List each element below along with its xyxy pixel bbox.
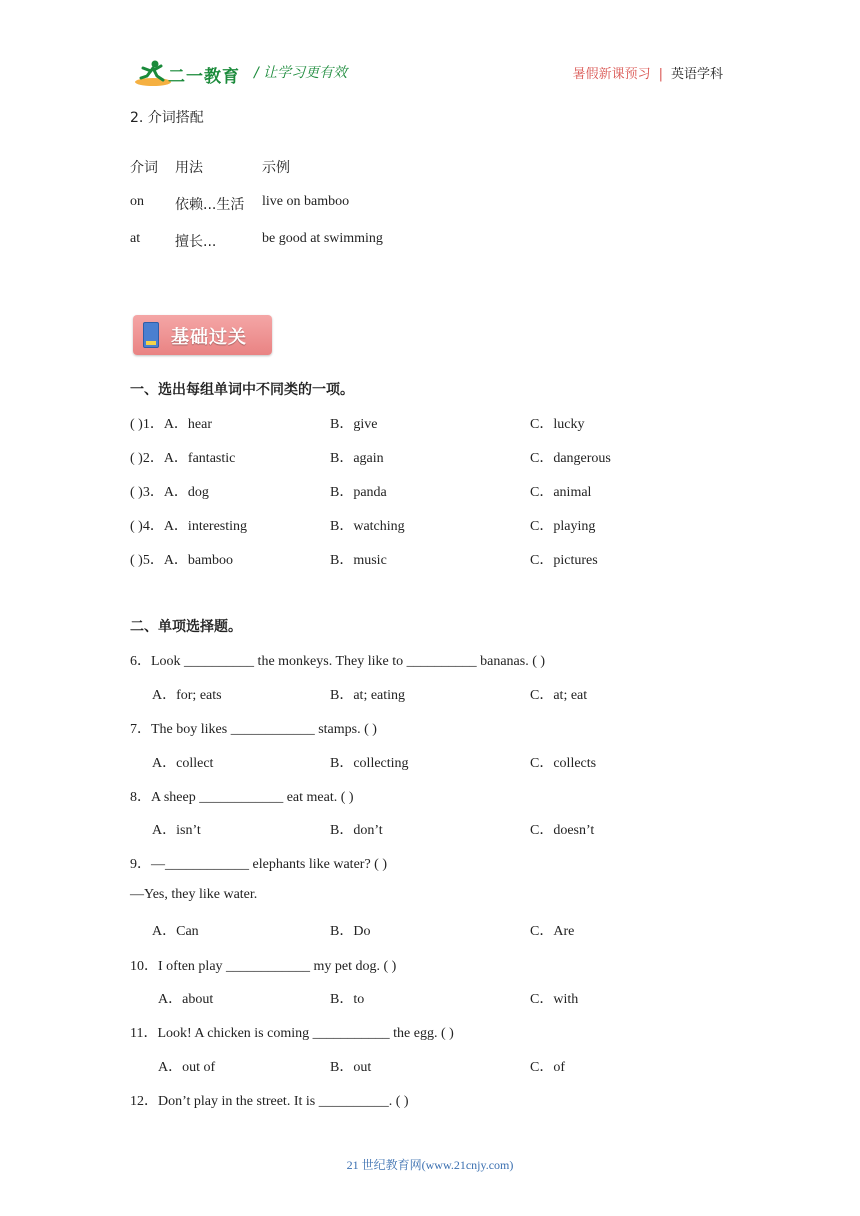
question-stem: 8．A sheep ____________ eat meat. ( ) (130, 790, 354, 805)
banner-label: 基础过关 (171, 327, 247, 348)
part1-heading: 一、选出每组单词中不同类的一项。 (130, 382, 354, 398)
table-cell: 依赖...生活 (175, 197, 245, 213)
option-c: C．Are (530, 924, 575, 939)
option-a: A．Can (152, 924, 199, 939)
section-banner (133, 315, 272, 355)
page-header (0, 0, 860, 100)
column-header-example: 示例 (262, 160, 290, 176)
option-c: C．of (530, 1060, 565, 1075)
option-c: C．pictures (530, 553, 598, 568)
option-a: A．out of (158, 1060, 216, 1075)
question-number: ( )4．A．interesting (130, 519, 248, 534)
table-cell: 擅长... (175, 234, 217, 250)
option-c: C．at; eat (530, 688, 588, 703)
question-number: ( )2．A．fantastic (130, 451, 236, 466)
table-cell: on (130, 194, 144, 209)
part2-heading: 二、单项选择题。 (130, 619, 242, 635)
option-c: C．with (530, 992, 579, 1007)
option-c: C．animal (530, 485, 592, 500)
option-a: A．collect (152, 756, 214, 771)
table-cell: live on bamboo (262, 194, 350, 209)
column-header-usage: 用法 (175, 160, 203, 176)
option-b: B．to (330, 992, 365, 1007)
question-stem: 11．Look! A chicken is coming ___________ the egg. ( ) (130, 1026, 454, 1041)
course-label: 暑假新课预习 (572, 67, 651, 82)
option-b: B．again (330, 451, 384, 466)
table-cell: at (130, 231, 141, 246)
option-b: B．watching (330, 519, 405, 534)
question-reply: —Yes, they like water. (130, 887, 258, 902)
header-course-info (573, 63, 723, 82)
option-b: B．at; eating (330, 688, 406, 703)
option-b: B．collecting (330, 756, 409, 771)
question-stem: 10．I often play ____________ my pet dog. ( ) (130, 959, 397, 974)
option-c: C．collects (530, 756, 597, 771)
question-stem: 9．—____________ elephants like water? ( ) (130, 857, 387, 872)
option-c: C．playing (530, 519, 596, 534)
question-stem: 6．Look __________ the monkeys. They like to __________ bananas. ( ) (130, 654, 546, 669)
book-icon (143, 322, 159, 348)
option-b: B．give (330, 417, 378, 432)
logo-text: 二一教育 (168, 67, 240, 87)
option-a: A．about (158, 992, 214, 1007)
option-b: B．Do (330, 924, 371, 939)
question-number: ( )1．A．hear (130, 417, 213, 432)
option-b: B．out (330, 1060, 372, 1075)
footer-link[interactable]: 21 世纪教育网(www.21cnjy.com) (346, 1158, 514, 1172)
question-stem: 7．The boy likes ____________ stamps. ( ) (130, 722, 377, 737)
option-c: C．doesn’t (530, 823, 595, 838)
option-a: A．for; eats (152, 688, 222, 703)
section-title: 2. 介词搭配 (130, 110, 204, 126)
slogan: / 让学习更有效 (254, 65, 348, 81)
option-c: C．dangerous (530, 451, 611, 466)
header-separator: | (658, 67, 663, 82)
option-a: A．isn’t (152, 823, 201, 838)
question-stem: 12．Don’t play in the street. It is __________. ( ) (130, 1094, 409, 1109)
question-number: ( )3．A．dog (130, 485, 209, 500)
subject-label: 英语学科 (670, 67, 723, 82)
question-number: ( )5．A．bamboo (130, 553, 234, 568)
option-b: B．don’t (330, 823, 383, 838)
column-header-preposition: 介词 (130, 160, 158, 176)
table-cell: be good at swimming (262, 231, 383, 246)
option-b: B．music (330, 553, 387, 568)
option-b: B．panda (330, 485, 387, 500)
option-c: C．lucky (530, 417, 585, 432)
